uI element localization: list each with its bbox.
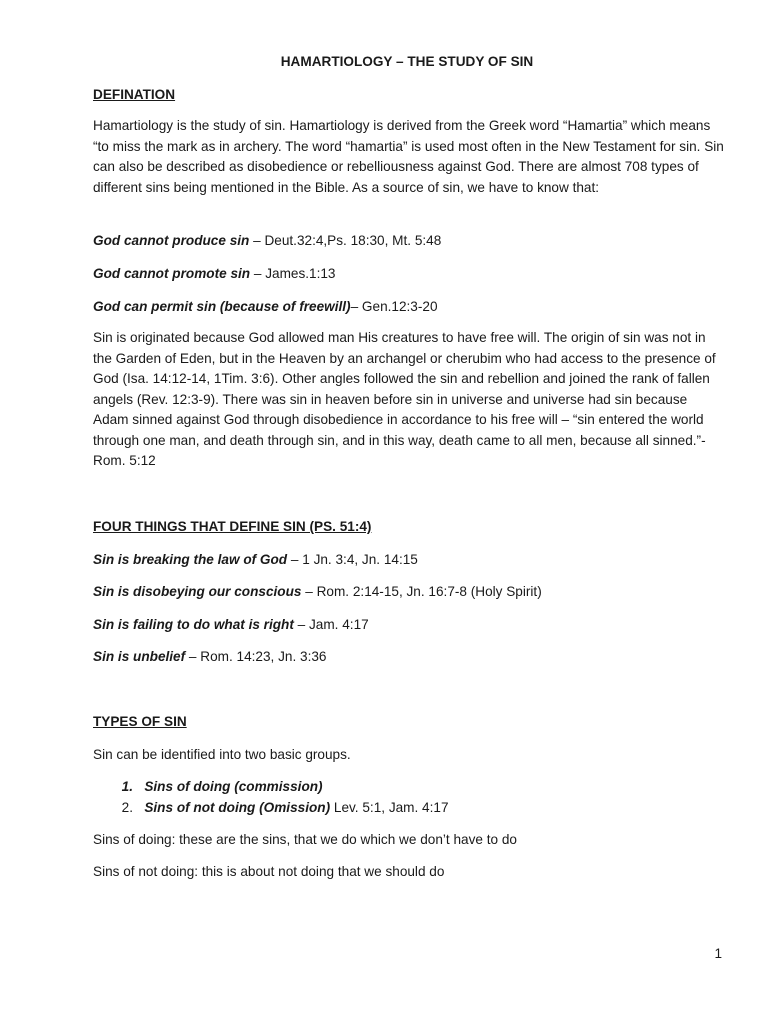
document-title: HAMARTIOLOGY – THE STUDY OF SIN [280,54,534,69]
statement-reference: – James.1:13 [250,266,336,281]
statement-emphasis: God can permit sin (because of freewill) [93,299,351,314]
definition-item [93,550,418,571]
list-item [93,797,449,818]
sins-of-not-doing-text: Sins of not doing: this is about not doing that we should do [93,864,445,879]
definition-item-emphasis: Sin is failing to do what is right [93,617,294,632]
definition-item-reference: – Rom. 2:14-15, Jn. 16:7-8 (Holy Spirit) [301,584,542,599]
definition-item [93,582,542,603]
types-heading: TYPES OF SIN [93,714,187,729]
four-things-heading: FOUR THINGS THAT DEFINE SIN (PS. 51:4) [93,519,372,534]
statement-line [93,297,438,318]
definition-item [93,647,326,668]
statement-line [93,264,335,285]
definition-item [93,615,369,636]
statement-emphasis: God cannot produce sin [93,233,250,248]
types-list [93,776,449,818]
statement-reference: – Gen.12:3-20 [350,299,438,314]
list-number: 2. [121,800,133,815]
origin-paragraph: Sin is originated because God allowed man His creatures to have free will. The origin of sin was not in the Garden of Eden, but in the Heaven by an archangel or cherubim who had access to the presence of God (Isa. 14:12-14, 1Tim. 3:6). Other angles followed the sin and rebellion and joined the rank of fallen angels (Rev. 12:3-9). There was sin in heaven before sin in universe and universe had sin because Adam sinned against God through disobedience in accordance to his free will – “sin entered the world through one man, and death through sin, and in this way, death came to all men, because all sinned.”- Rom. 5:12 [93,330,716,468]
definition-item-emphasis: Sin is breaking the law of God [93,552,288,567]
definition-item-emphasis: Sin is disobeying our conscious [93,584,302,599]
document-page [93,0,733,1024]
statement-emphasis: God cannot promote sin [93,266,251,281]
statement-reference: – Deut.32:4,Ps. 18:30, Mt. 5:48 [249,233,442,248]
definition-heading: DEFINATION [93,87,176,102]
sins-of-doing-text: Sins of doing: these are the sins, that we do which we don’t have to do [93,832,517,847]
types-intro: Sin can be identified into two basic groups. [93,747,351,762]
definition-item-emphasis: Sin is unbelief [93,649,186,664]
list-number: 1. [121,779,133,794]
definition-paragraph: Hamartiology is the study of sin. Hamartiology is derived from the Greek word “Hamartia” which means “to miss the mark as in archery. The word “hamartia” is used most often in the New Testament for sin. Sin can also be described as disobedience or rebelliousness against God. There are almost 708 types of different sins being mentioned in the Bible. As a source of sin, we have to know that: [93,118,724,195]
definition-item-reference: – Rom. 14:23, Jn. 3:36 [185,649,327,664]
list-item-emphasis: Sins of not doing (Omission) [144,800,331,815]
definition-item-reference: – Jam. 4:17 [293,617,369,632]
list-item-reference: Lev. 5:1, Jam. 4:17 [330,800,449,815]
definition-item-reference: – 1 Jn. 3:4, Jn. 14:15 [287,552,418,567]
list-item-emphasis: Sins of doing (commission) [144,779,323,794]
page-number: 1 [714,946,722,961]
list-item [93,776,449,797]
statement-line [93,231,441,252]
